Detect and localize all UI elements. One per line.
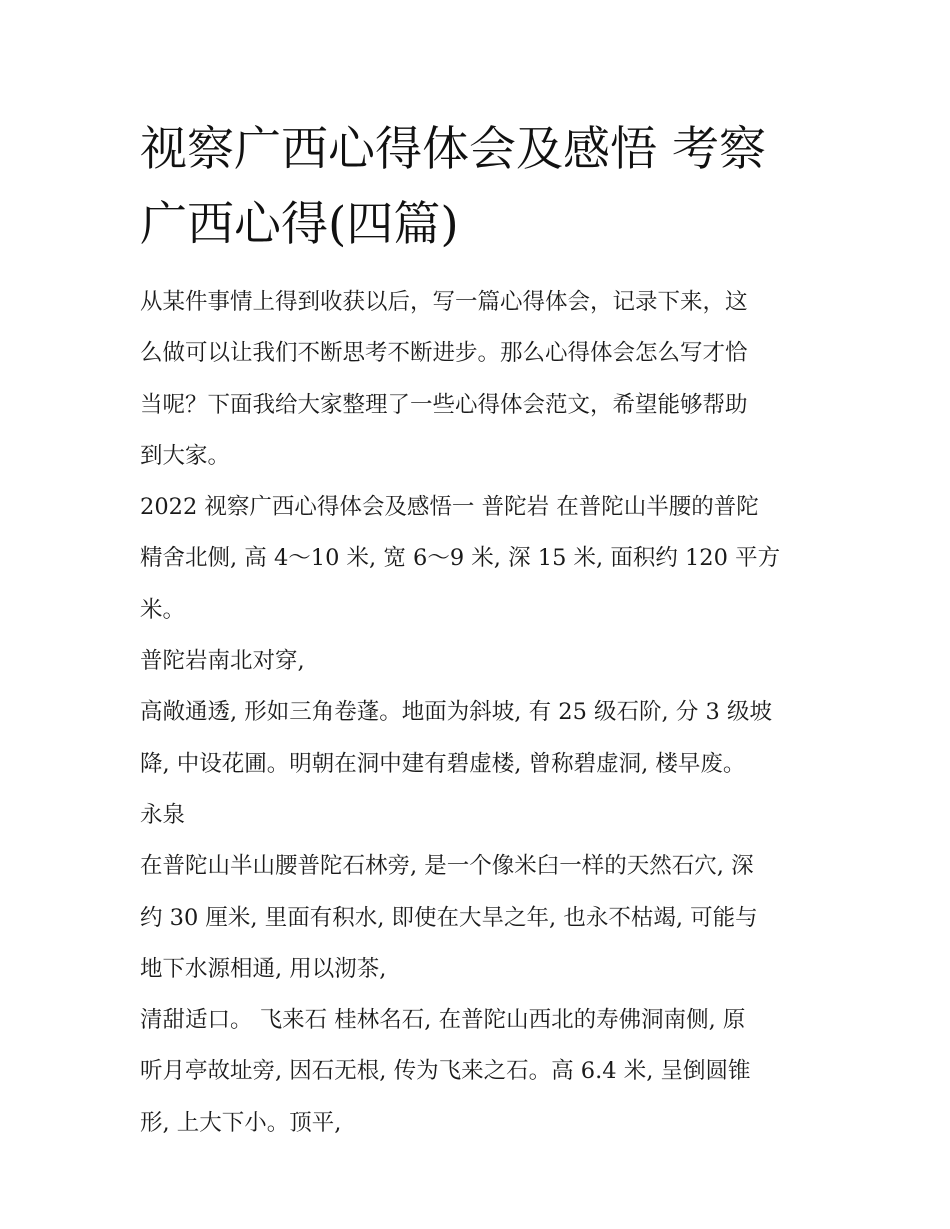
paragraph-feilai-stone: 清甜适口。 飞来石 桂林名石, 在普陀山西北的寿佛洞南侧, 原 听月亭故址旁, 因石无根, 传为飞来之石。高 6.4 米, 呈倒圆锥 形, 上大下小。顶平, [140, 1007, 751, 1136]
document-title: 视察广西心得体会及感悟 考察 广西心得(四篇) [140, 122, 766, 252]
document-body [140, 277, 820, 1149]
intro-paragraph: 从某件事情上得到收获以后，写一篇心得体会，记录下来，这 么做可以让我们不断思考不断进步。那么心得体会怎么写才恰 当呢？下面我给大家整理了一些心得体会范文，希望能够帮助 到大家。 [140, 289, 748, 469]
paragraph-yongquan: 在普陀山半山腰普陀石林旁, 是一个像米臼一样的天然石穴, 深 约 30 厘米, 里面有积水, 即使在大旱之年, 也永不枯竭, 可能与 地下水源相通, 用以沏茶, [140, 853, 758, 982]
paragraph-putuo-rock-continued: 高敞通透, 形如三角卷蓬。地面为斜坡, 有 25 级石阶, 分 3 级坡 降, 中设花圃。明朝在洞中建有碧虚楼, 曾称碧虚洞, 楼早废。 永泉 [140, 699, 772, 828]
paragraph-putuo-rock: 2022 视察广西心得体会及感悟一 普陀岩 在普陀山半腰的普陀 精舍北侧, 高 4～10 米, 宽 6～9 米, 深 15 米, 面积约 120 平方米。 普陀岩南北对穿, [140, 494, 781, 675]
